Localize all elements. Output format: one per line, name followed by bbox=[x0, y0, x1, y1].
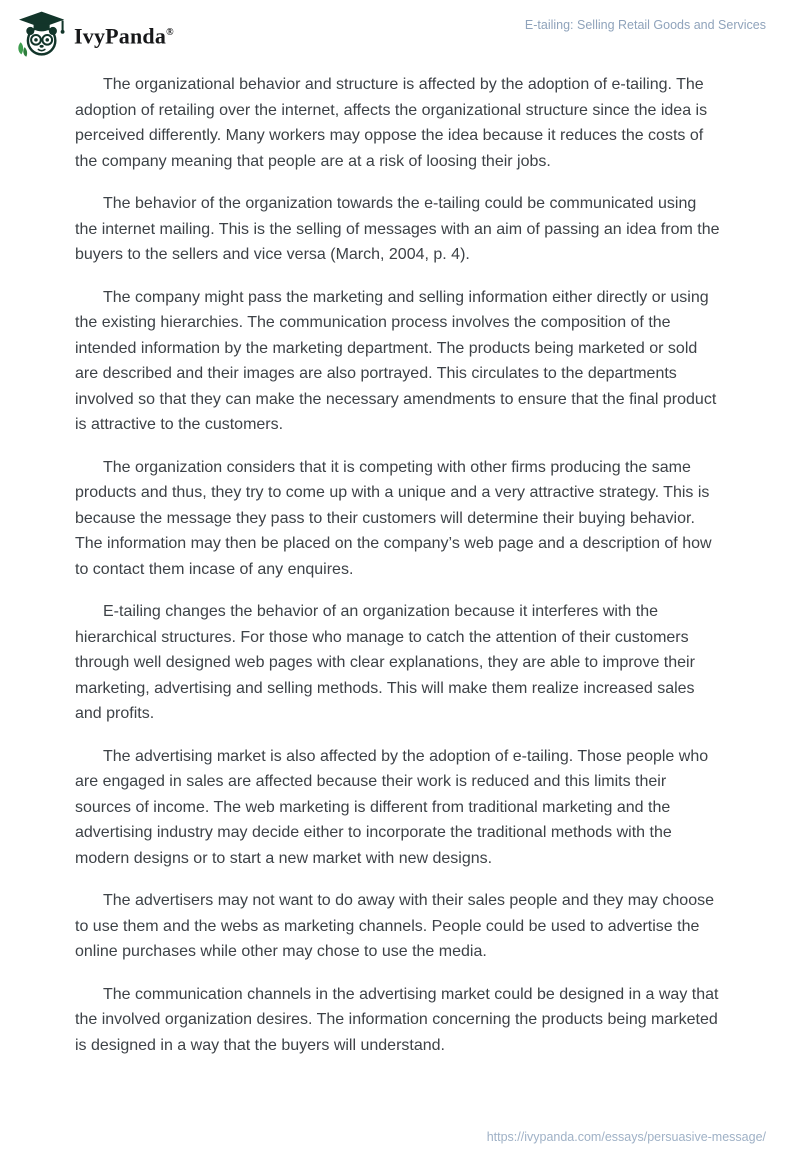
paragraph: The communication channels in the advertising market could be designed in a way that the involved organization desires. The information concerning the products being marketed is designed in a way that the buyers will understand. bbox=[75, 985, 719, 1054]
page-header bbox=[0, 0, 800, 58]
paragraph: The advertisers may not want to do away with their sales people and they may choose to use them and the webs as marketing channels. People could be used to advertise the online purchases while other may chose to use the media. bbox=[75, 892, 714, 960]
ivypanda-logo-icon bbox=[14, 10, 66, 60]
paragraph: E-tailing changes the behavior of an organization because it interferes with the hierarchical structures. For those who manage to catch the attention of their customers through well designed web pages with clear explanations, they are able to improve their marketing, advertising and selling methods. This will make them realize increased sales and profits. bbox=[75, 603, 695, 722]
paragraph: The advertising market is also affected by the adoption of e-tailing. Those people who are engaged in sales are affected because their work is reduced and this limits their sources of income. The web marketing is different from traditional marketing and the advertising industry may decide either to incorporate the traditional methods with the modern designs or to start a new market with new designs. bbox=[75, 747, 709, 867]
paragraph: The company might pass the marketing and selling information either directly or using the existing hierarchies. The communication process involves the composition of the intended information by the marketing department. The products being marketed or sold are described and their images are also portrayed. This circulates to the departments involved so that they can make the necessary amendments to ensure that the final product is attractive to the customers. bbox=[75, 288, 717, 433]
page-footer bbox=[487, 1130, 766, 1144]
paragraph: The behavior of the organization towards the e-tailing could be communicated using the internet mailing. This is the selling of messages with an aim of passing an idea from the buyers to the sellers and vice versa (March, 2004, p. 4). bbox=[75, 195, 720, 263]
article-body bbox=[0, 58, 800, 1058]
document-title: E-tailing: Selling Retail Goods and Services bbox=[524, 18, 766, 32]
paragraph: The organizational behavior and structure is affected by the adoption of e-tailing. The adoption of retailing over the internet, affects the organizational structure since the idea is perceived differently. Many workers may oppose the idea because it reduces the costs of the company meaning that people are at a risk of loosing their jobs. bbox=[75, 76, 708, 170]
source-url-link[interactable]: https://ivypanda.com/essays/persuasive-message/ bbox=[486, 1130, 766, 1144]
brand bbox=[14, 8, 174, 61]
paragraph: The organization considers that it is competing with other firms producing the same products and thus, they try to come up with a unique and a very attractive strategy. This is because the message they pass to their customers will determine their buying behavior. The information may then be placed on the company’s web page and a description of how to contact them incase of any enquires. bbox=[75, 458, 712, 578]
brand-name: IvyPanda® bbox=[74, 23, 174, 49]
registered-mark: ® bbox=[166, 27, 174, 38]
